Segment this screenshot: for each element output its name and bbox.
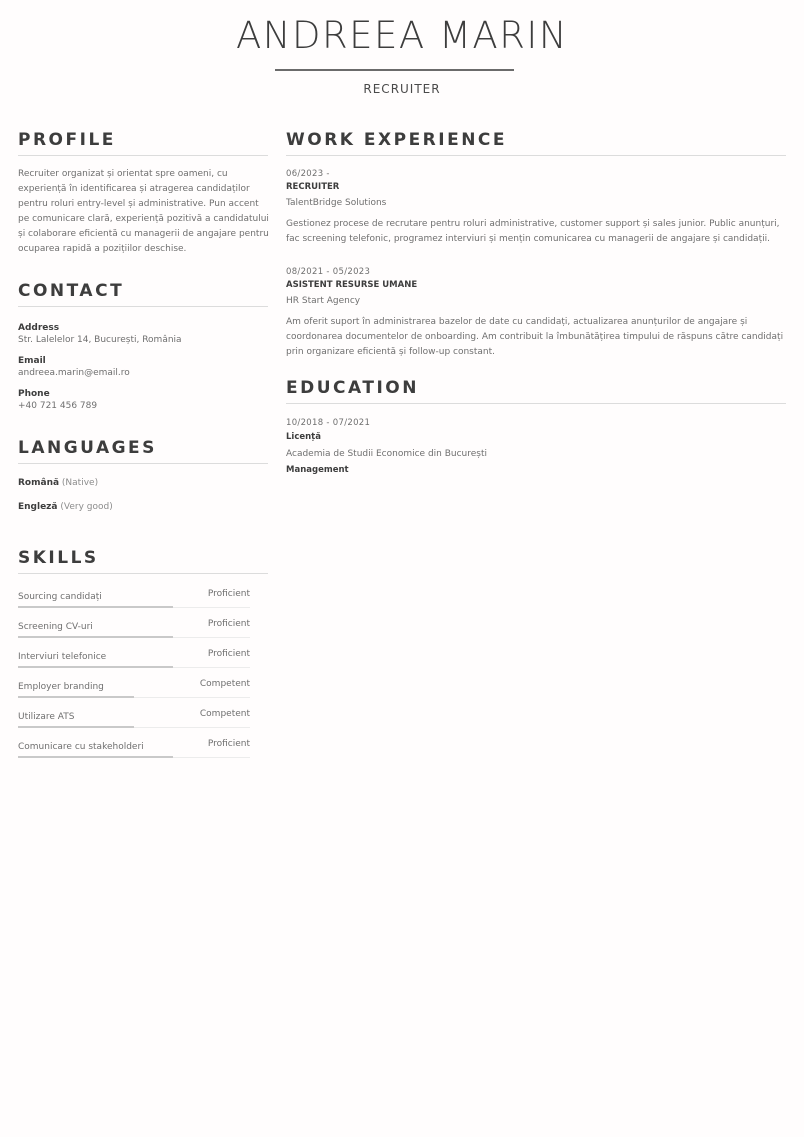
education-school: Academia de Studii Economice din București	[286, 449, 488, 459]
skill-level: Proficient	[207, 589, 250, 599]
profile-line: pentru roluri entry-level și administrative. Pun accent	[18, 199, 259, 209]
job-company: TalentBridge Solutions	[286, 198, 387, 208]
contact-heading: CONTACT	[18, 281, 125, 301]
language-item	[18, 478, 98, 488]
job-description-line: Am oferit suport în administrarea bazelor de date cu candidați, actualizarea anunțurilor de angajare și	[286, 317, 748, 327]
skill-level: Competent	[199, 679, 250, 689]
profile-heading: PROFILE	[18, 130, 116, 150]
skill-name: Interviuri telefonice	[18, 652, 107, 662]
languages-divider	[18, 463, 268, 464]
experience-heading: WORK EXPERIENCE	[286, 130, 508, 150]
skill-bar-fill	[18, 606, 173, 608]
profile-line: ocuparea rapidă a pozițiilor deschise.	[18, 244, 187, 254]
resume-role: RECRUITER	[363, 82, 441, 96]
skill-row	[18, 709, 250, 742]
contact-label-address: Address	[18, 323, 60, 333]
profile-line: experiență în identificarea și atragerea candidaților	[18, 184, 250, 194]
education-field: Management	[286, 465, 349, 475]
name-divider	[275, 69, 514, 71]
skill-bar-fill	[18, 696, 134, 698]
skill-row	[18, 649, 250, 682]
skill-name: Comunicare cu stakeholderi	[18, 742, 144, 752]
skill-level: Proficient	[207, 739, 250, 749]
skill-row	[18, 589, 250, 622]
skills-heading: SKILLS	[18, 548, 99, 568]
contact-address: Str. Lalelelor 14, București, România	[18, 335, 182, 345]
job-description-line: coordonarea documentelor de onboarding. Am contribuit la îmbunătățirea timpului de răspuns către candidați	[286, 332, 784, 342]
contact-divider	[18, 306, 268, 307]
skills-divider	[18, 573, 268, 574]
contact-email[interactable]: andreea.marin@email.ro	[18, 368, 130, 378]
skill-name: Utilizare ATS	[18, 712, 75, 722]
profile-divider	[18, 155, 268, 156]
job-title: ASISTENT RESURSE UMANE	[286, 280, 418, 290]
contact-label-email: Email	[18, 356, 46, 366]
education-divider	[286, 403, 786, 404]
resume-name: ANDREEA MARIN	[235, 14, 569, 57]
job-title: RECRUITER	[286, 182, 340, 192]
language-item	[18, 502, 113, 512]
job-description-line: prin organizare eficientă și follow-up constant.	[286, 347, 496, 357]
skill-bar-fill	[18, 636, 173, 638]
profile-line: și colaborare eficientă cu managerii de angajare pentru	[18, 229, 269, 239]
profile-line: pe comunicare clară, experiență pozitivă a candidatului	[18, 214, 269, 224]
job-company: HR Start Agency	[286, 296, 361, 306]
skill-bar-fill	[18, 726, 134, 728]
skill-row	[18, 619, 250, 652]
profile-line: Recruiter organizat și orientat spre oameni, cu	[18, 169, 228, 179]
contact-phone[interactable]: +40 721 456 789	[18, 401, 98, 411]
job-description-line: Gestionez procese de recrutare pentru roluri administrative, customer support și sales junior. Public anunțuri,	[286, 219, 780, 229]
skill-level: Competent	[199, 709, 250, 719]
job-date: 08/2021 - 05/2023	[286, 267, 371, 277]
skill-name: Screening CV-uri	[18, 622, 93, 632]
job-date: 06/2023 -	[286, 169, 330, 179]
job-description-line: fac screening telefonic, programez interviuri și mențin comunicarea cu managerii de angajare și candidații.	[286, 234, 770, 244]
skill-name: Employer branding	[18, 682, 104, 692]
skill-bar-fill	[18, 756, 173, 758]
education-date: 10/2018 - 07/2021	[286, 418, 371, 428]
contact-label-phone: Phone	[18, 389, 50, 399]
skill-bar-fill	[18, 666, 173, 668]
language-name: Română	[18, 478, 60, 488]
skill-name: Sourcing candidați	[18, 592, 102, 602]
skill-level: Proficient	[207, 649, 250, 659]
experience-divider	[286, 155, 786, 156]
languages-heading: LANGUAGES	[18, 438, 157, 458]
language-name: Engleză	[18, 502, 58, 512]
language-level: (Native)	[61, 478, 99, 488]
education-degree: Licență	[286, 432, 321, 442]
skill-level: Proficient	[207, 619, 250, 629]
skill-row	[18, 739, 250, 772]
language-level: (Very good)	[60, 502, 113, 512]
education-heading: EDUCATION	[286, 378, 419, 398]
skill-row	[18, 679, 250, 712]
